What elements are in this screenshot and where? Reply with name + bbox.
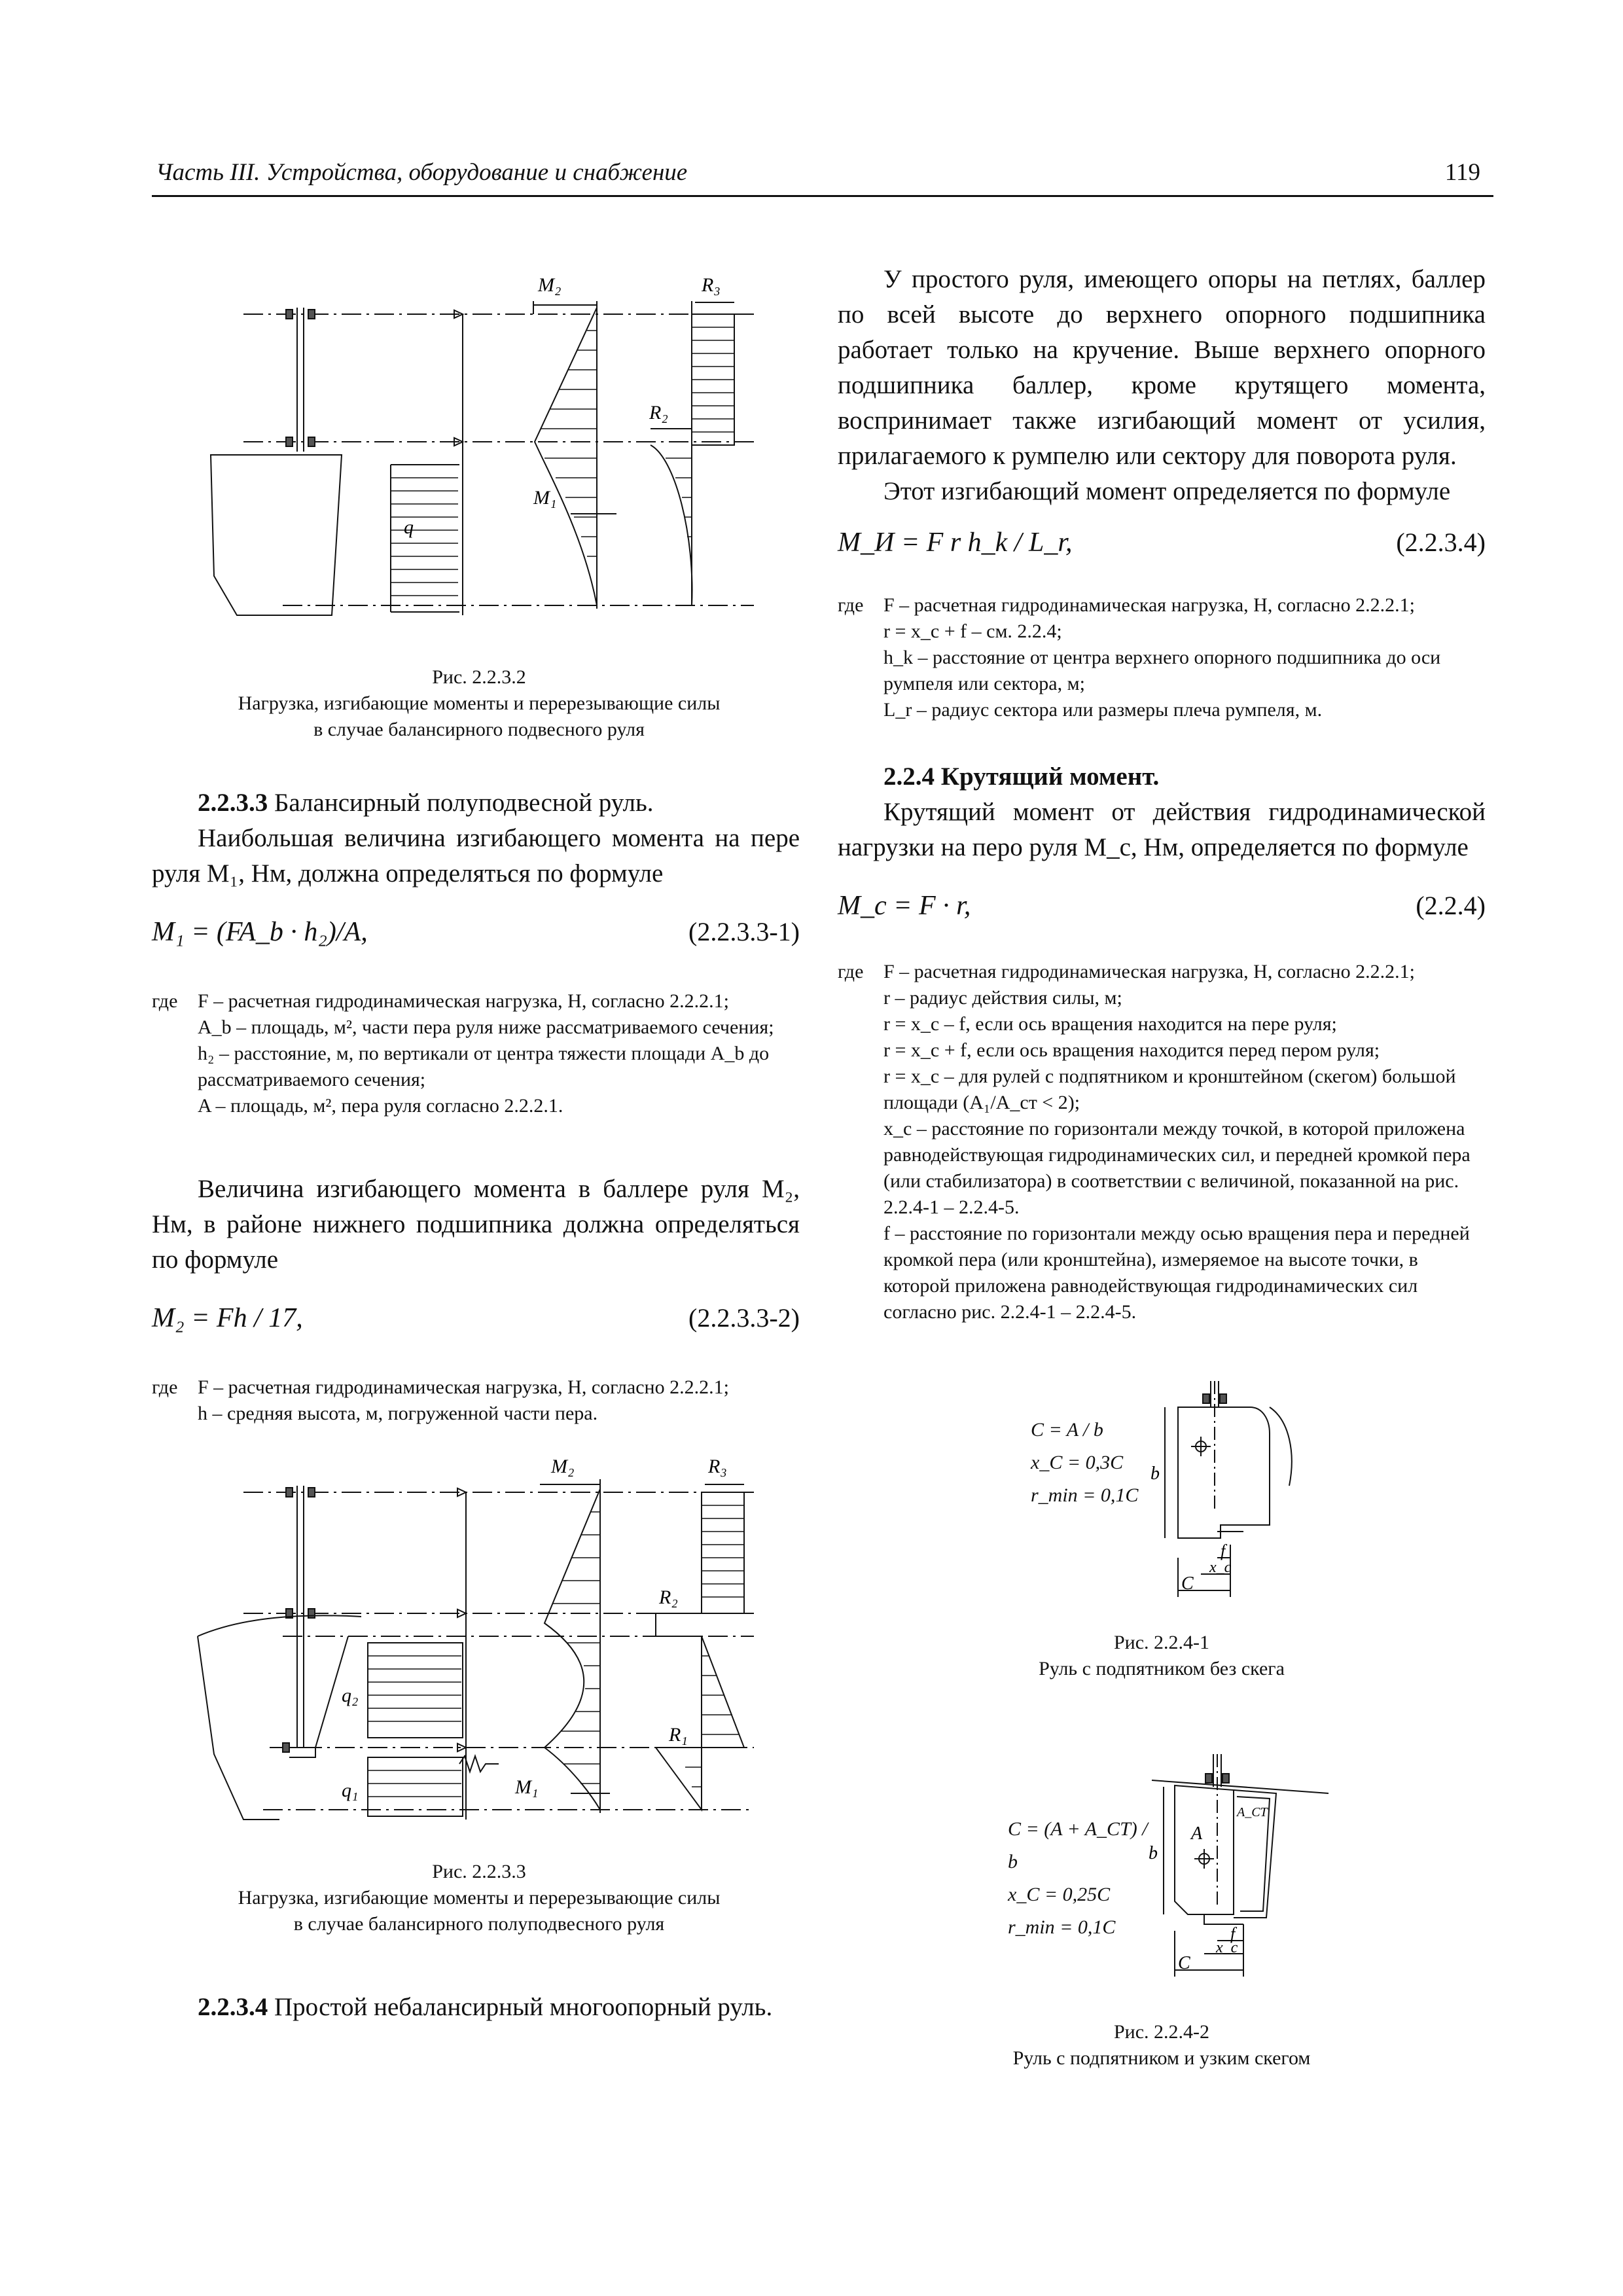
fig2-label-r2: R₂ [659,1587,678,1608]
fig-2-2-4-1-formula-rmin: r_min = 0,1C [1031,1484,1139,1506]
where-item: f – расстояние по горизонтали между осью вращения пера и передней кромкой пера (или кронштейна), измеряемое на высоте точки, в которой приложена равнодействующая гидродинамических сил согласно рис. 2.2.4-1 – 2.2.4-5. [883,1223,1470,1323]
fig4-label-c: C [1178,1953,1190,1973]
fig1-label-r3: R₃ [702,274,721,296]
formula-2-2-3-3-2-row [152,1302,800,1342]
where-label: где [152,990,178,1012]
fig2-label-r3: R₃ [708,1456,727,1477]
where-item: r = x_c – для рулей с подпятником и кронштейном (скегом) большой площади (A₁/A_ст < 2); [883,1066,1456,1113]
formula-2-2-4-row [838,890,1486,929]
fig-2-2-4-2-caption-text: Руль с подпятником и узким скегом [1012,2047,1311,2069]
figure-2-2-4-2 [1139,1754,1335,1990]
fig4-label-xc: x_c [1216,1939,1238,1956]
fig-2-2-3-2-caption-line1: Нагрузка, изгибающие моменты и перерезывающие силы [238,692,721,714]
fig-2-2-4-1-formula-xc: x_C = 0,3C [1031,1452,1124,1473]
heading-2-2-3-3-number: 2.2.3.3 [198,789,268,817]
formula-2-2-3-3-2-number: (2.2.3.3-2) [688,1303,800,1333]
where-item: F – расчетная гидродинамическая нагрузка, Н, согласно 2.2.2.1; [198,1376,729,1398]
fig-2-2-4-2-formula-c: C = (A + A_CT) / b [1008,1818,1148,1873]
formula-2-2-3-4: M_И = F r h_k / L_r, [838,528,1073,558]
where-item: h₂ – расстояние, м, по вертикали от центра тяжести площади A_b до рассматриваемого сечения; [198,1043,770,1090]
where-item: r = x_c + f, если ось вращения находится перед пером руля; [883,1039,1380,1061]
fig-2-2-4-2-caption [838,2019,1486,2072]
fig2-label-m2: M₂ [551,1456,575,1477]
fig1-label-m1: M₁ [533,487,557,509]
fig4-label-a: A [1191,1823,1203,1844]
section-2-2-3-3 [152,785,800,891]
formula-2-2-3-3-2: M₂ = Fh / 17, [152,1303,303,1333]
where-item: r – радиус действия силы, м; [883,987,1122,1009]
fig4-label-f: f [1230,1924,1236,1943]
section-2-2-4 [838,759,1486,865]
formula-2-2-3-4-number: (2.2.3.4) [1396,528,1486,557]
para-stock-bending-moment [152,1172,800,1278]
where-item: F – расчетная гидродинамическая нагрузка, Н, согласно 2.2.2.1; [883,594,1415,616]
where-item: F – расчетная гидродинамическая нагрузка, Н, согласно 2.2.2.1; [198,990,729,1012]
fig-2-2-3-3-number: Рис. 2.2.3.3 [432,1861,526,1882]
fig1-label-m2: M₂ [538,274,562,296]
figure-2-2-3-3 [152,1440,806,1846]
running-title: Часть III. Устройства, оборудование и снабжение [156,159,688,186]
formula-2-2-3-3-1: M₁ = (FA_b · h₂)/A, [152,917,368,947]
right-column-intro [838,262,1486,509]
fig-2-2-3-2-number: Рис. 2.2.3.2 [432,666,526,688]
heading-2-2-4: 2.2.4 Крутящий момент. [883,762,1160,791]
where-item: A – площадь, м², пера руля согласно 2.2.2.1. [198,1095,563,1117]
fig-2-2-4-1-formulas [1031,1414,1155,1512]
fig1-label-r2: R₂ [649,402,668,423]
fig-2-2-4-2-formula-xc: x_C = 0,25C [1008,1884,1111,1905]
where-label: где [152,1376,178,1398]
where-item: F – расчетная гидродинамическая нагрузка, Н, согласно 2.2.2.1; [883,961,1415,982]
para-torque: Крутящий момент от действия гидродинамической нагрузки на перо руля M_c, Нм, определяется по формуле [838,798,1486,861]
formula-2-2-4-number: (2.2.4) [1416,891,1486,920]
fig-2-2-3-3-caption [152,1859,806,1937]
fig-2-2-3-3-caption-line2: в случае балансирного полуподвесного руля [293,1913,665,1935]
fig-2-2-4-1-formula-c: C = A / b [1031,1419,1103,1441]
fig2-label-m1: M₁ [515,1776,539,1798]
where-label: где [838,961,864,982]
fig-2-2-4-1-number: Рис. 2.2.4-1 [1113,1632,1210,1653]
para-bending-moment-formula: Этот изгибающий момент определяется по формуле [883,477,1451,505]
where-item: L_r – радиус сектора или размеры плеча румпеля, м. [883,699,1323,721]
where-item: x_c – расстояние по горизонтали между точкой, в которой приложена равнодействующая гидродинамических сил, и передней кромкой пера (или стабилизатора) в соответствии с величиной, показанной на рис. 2.2.4-1 – 2.2.4-5. [883,1118,1471,1218]
heading-2-2-3-3-text: Балансирный полуподвесной руль. [268,789,654,817]
page-number: 119 [1444,159,1480,186]
fig2-label-r1: R₁ [669,1724,688,1746]
para-max-bending-moment: Наибольшая величина изгибающего момента на пере руля M₁, Нм, должна определяться по формуле [152,824,800,888]
where-list-2-2-3-3-1 [152,988,800,1119]
where-list-2-2-3-4 [838,592,1486,723]
where-label: где [838,594,864,616]
where-item: h_k – расстояние от центра верхнего опорного подшипника до оси румпеля или сектора, м; [883,647,1441,694]
fig-2-2-4-1-caption-text: Руль с подпятником без скега [1039,1658,1285,1679]
fig2-label-q1: q₁ [342,1780,359,1801]
heading-2-2-3-4-number: 2.2.3.4 [198,1993,268,2021]
fig3-label-f: f [1221,1541,1226,1560]
formula-2-2-3-3-1-row [152,916,800,956]
formula-2-2-3-4-row [838,527,1486,566]
where-item: A_b – площадь, м², части пера руля ниже рассматриваемого сечения; [198,1016,774,1038]
fig-2-2-4-2-formula-rmin: r_min = 0,1C [1008,1916,1116,1938]
fig-2-2-4-2-number: Рис. 2.2.4-2 [1113,2021,1210,2043]
fig4-label-act: A_CT [1237,1805,1268,1820]
fig-2-2-3-2-caption [152,664,806,743]
fig1-label-q: q [404,516,414,538]
heading-2-2-3-4-text: Простой небалансирный многоопорный руль. [268,1993,773,2021]
formula-2-2-3-3-1-number: (2.2.3.3-1) [688,917,800,946]
fig3-label-c: C [1181,1573,1194,1594]
where-item: r = x_c + f – см. 2.2.4; [883,620,1062,642]
page-header [152,156,1493,197]
section-2-2-3-4 [152,1990,800,2025]
fig3-label-b: b [1150,1463,1160,1484]
fig-2-2-3-3-caption-line1: Нагрузка, изгибающие моменты и перерезывающие силы [238,1887,721,1909]
where-item: r = x_c – f, если ось вращения находится на пере руля; [883,1013,1337,1035]
figure-2-2-4-1 [1139,1381,1335,1617]
where-item: h – средняя высота, м, погруженной части пера. [198,1403,598,1424]
fig-2-2-4-1-caption [838,1630,1486,1682]
para-stock-moment-text: Величина изгибающего момента в баллере руля M₂, Нм, в районе нижнего подшипника должна определяться по формуле [152,1175,800,1274]
formula-2-2-4: M_c = F · r, [838,891,971,921]
fig-2-2-4-2-formulas [1008,1813,1152,1944]
fig-2-2-3-2-caption-line2: в случае балансирного подвесного руля [313,719,645,740]
where-list-2-2-3-3-2 [152,1374,800,1427]
where-list-2-2-4 [838,959,1486,1325]
figure-2-2-3-2 [152,262,806,655]
fig3-label-xc: x_c [1209,1559,1232,1576]
fig4-label-b: b [1149,1843,1158,1863]
fig2-label-q2: q₂ [342,1685,359,1706]
para-simple-rudder: У простого руля, имеющего опоры на петлях, баллер по всей высоте до верхнего опорного подшипника работает только на кручение. Выше верхнего опорного подшипника баллер, кроме крутящего момента, воспринимает также изгибающий момент от усилия, прилагаемого к румпелю или сектору для поворота руля. [838,265,1486,470]
